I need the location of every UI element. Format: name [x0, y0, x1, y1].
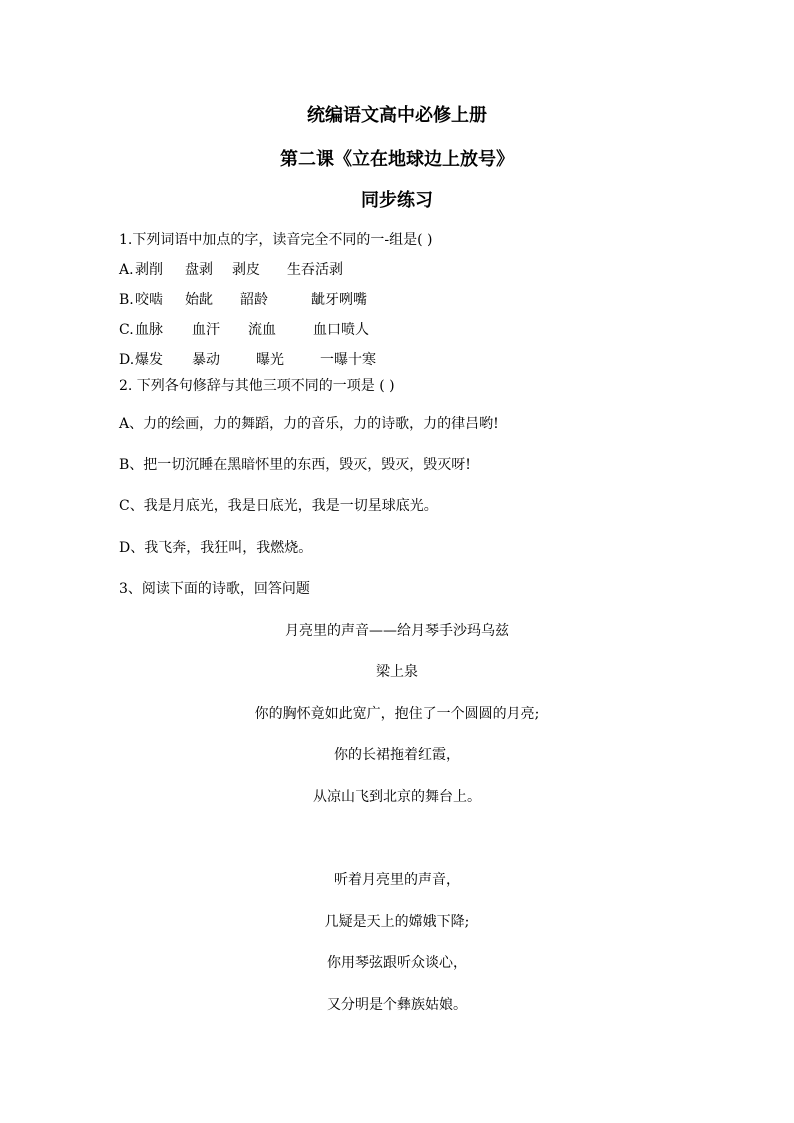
- poem-line: 你用琴弦跟听众谈心，: [327, 955, 467, 971]
- poem-line: 几疑是天上的嫦娥下降;: [324, 914, 470, 930]
- q1-stem: 1.下列词语中加点的字，读音完全不同的一-组是( ): [119, 232, 433, 248]
- option-label: B.: [119, 292, 134, 308]
- doc-title: 统编语文高中必修上册: [307, 105, 487, 126]
- q1-option-b: [119, 290, 367, 310]
- option-label: A.: [119, 262, 134, 278]
- option-word: 血汗: [192, 322, 220, 338]
- option-word: 暴动: [192, 352, 220, 368]
- poem-author: 梁上泉: [376, 664, 418, 680]
- option-word: 韶龄: [240, 292, 268, 308]
- option-word: 一曝十寒: [320, 352, 376, 368]
- option-word: 剥皮: [232, 262, 260, 278]
- option-word: 血脉: [135, 322, 163, 338]
- option-word: 曝光: [256, 352, 284, 368]
- q2-stem: 2. 下列各句修辞与其他三项不同的一项是 ( ): [119, 378, 395, 394]
- option-word: 龇牙咧嘴: [311, 292, 367, 308]
- q3-stem: 3、阅读下面的诗歌，回答问题: [119, 581, 310, 597]
- option-word: 爆发: [135, 352, 163, 368]
- q1-option-d: [119, 350, 376, 370]
- option-word: 流血: [248, 322, 276, 338]
- lesson-title: 第二课《立在地球边上放号》: [280, 149, 514, 170]
- option-word: 咬啮: [135, 292, 163, 308]
- q2-option-c: C、我是月底光，我是日底光，我是一切星球底光。: [119, 498, 438, 514]
- q1-option-a: [119, 260, 343, 280]
- q1-option-c: [119, 320, 369, 340]
- poem-line: 从凉山飞到北京的舞台上。: [313, 789, 481, 805]
- section-title: 同步练习: [361, 190, 433, 211]
- q2-option-a: A、力的绘画，力的舞蹈，力的音乐，力的诗歌，力的律吕哟!: [119, 416, 499, 432]
- option-label: D.: [119, 352, 135, 368]
- option-label: C.: [119, 322, 134, 338]
- option-word: 盘剥: [185, 262, 213, 278]
- poem-line: 听着月亮里的声音，: [334, 872, 460, 888]
- option-word: 生吞活剥: [287, 262, 343, 278]
- option-word: 剥削: [135, 262, 163, 278]
- poem-line: 你的长裙拖着红霞，: [334, 747, 460, 763]
- q2-option-b: B、把一切沉睡在黑暗怀里的东西，毁灭，毁灭，毁灭呀!: [119, 457, 471, 473]
- option-word: 血口喷人: [313, 322, 369, 338]
- poem-title: 月亮里的声音——给月琴手沙玛乌兹: [285, 623, 509, 639]
- option-word: 始龀: [185, 292, 213, 308]
- poem-line: 又分明是个彝族姑娘。: [327, 997, 467, 1013]
- poem-line: 你的胸怀竟如此宽广，抱住了一个圆圆的月亮;: [254, 706, 540, 722]
- q2-option-d: D、我飞奔，我狂叫，我燃烧。: [119, 540, 313, 556]
